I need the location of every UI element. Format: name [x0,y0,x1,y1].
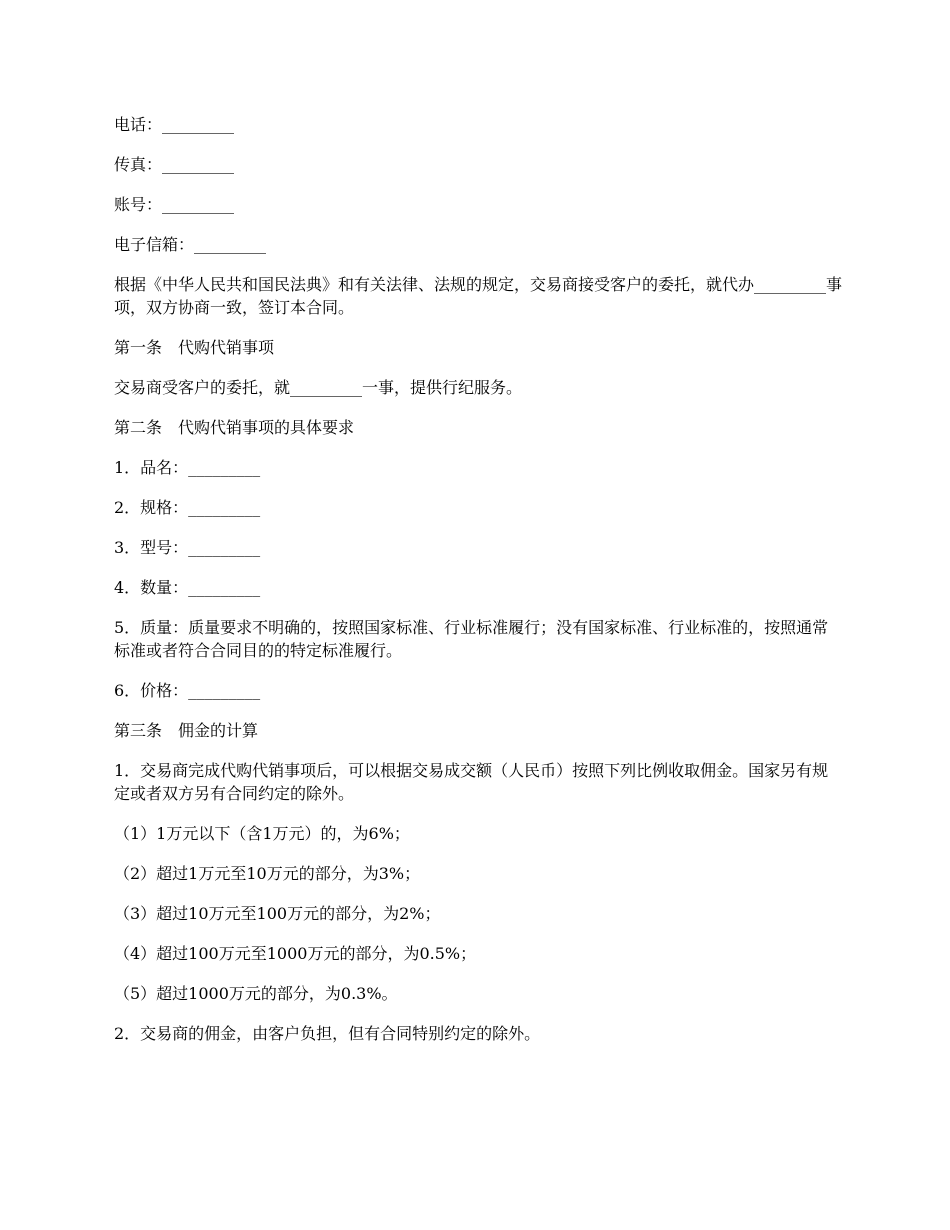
commission-rate-5: （5）超过1000万元的部分，为0.3%。 [114,984,398,1003]
item-specification: 2．规格：_________ [114,498,261,517]
commission-rate-4: （4）超过100万元至1000万元的部分，为0.5%； [114,944,477,963]
commission-rate-3: （3）超过10万元至100万元的部分，为2%； [114,904,441,923]
document-page [114,113,844,1062]
fax-field-line: 传真：_________ [114,155,235,174]
commission-clause-2: 2．交易商的佣金，由客户负担，但有合同特别约定的除外。 [114,1024,541,1043]
phone-field-line: 电话：_________ [114,115,235,134]
article-2-heading: 第二条 代购代销事项的具体要求 [114,418,355,437]
article-1-heading: 第一条 代购代销事项 [114,338,275,357]
item-model: 3．型号：_________ [114,538,261,557]
commission-clause-1: 1．交易商完成代购代销事项后，可以根据交易成交额（人民币）按照下列比例收取佣金。国家另有规定或者双方另有合同约定的除外。 [114,761,829,803]
article-1-body: 交易商受客户的委托，就_________一事，提供行纪服务。 [114,378,523,397]
commission-rate-1: （1）1万元以下（含1万元）的，为6%； [114,824,410,843]
item-price: 6．价格：_________ [114,681,261,700]
account-field-line: 账号：_________ [114,195,235,214]
commission-rate-2: （2）超过1万元至10万元的部分，为3%； [114,864,421,883]
item-quality: 5．质量：质量要求不明确的，按照国家标准、行业标准履行；没有国家标准、行业标准的，按照通常标准或者符合合同目的的特定标准履行。 [114,618,829,660]
item-quantity: 4．数量：_________ [114,578,261,597]
preamble-paragraph: 根据《中华人民共和国民法典》和有关法律、法规的规定，交易商接受客户的委托，就代办_________事项，双方协商一致，签订本合同。 [114,275,843,317]
email-field-line: 电子信箱：_________ [114,235,267,254]
item-product-name: 1．品名：_________ [114,458,261,477]
article-3-heading: 第三条 佣金的计算 [114,721,259,740]
